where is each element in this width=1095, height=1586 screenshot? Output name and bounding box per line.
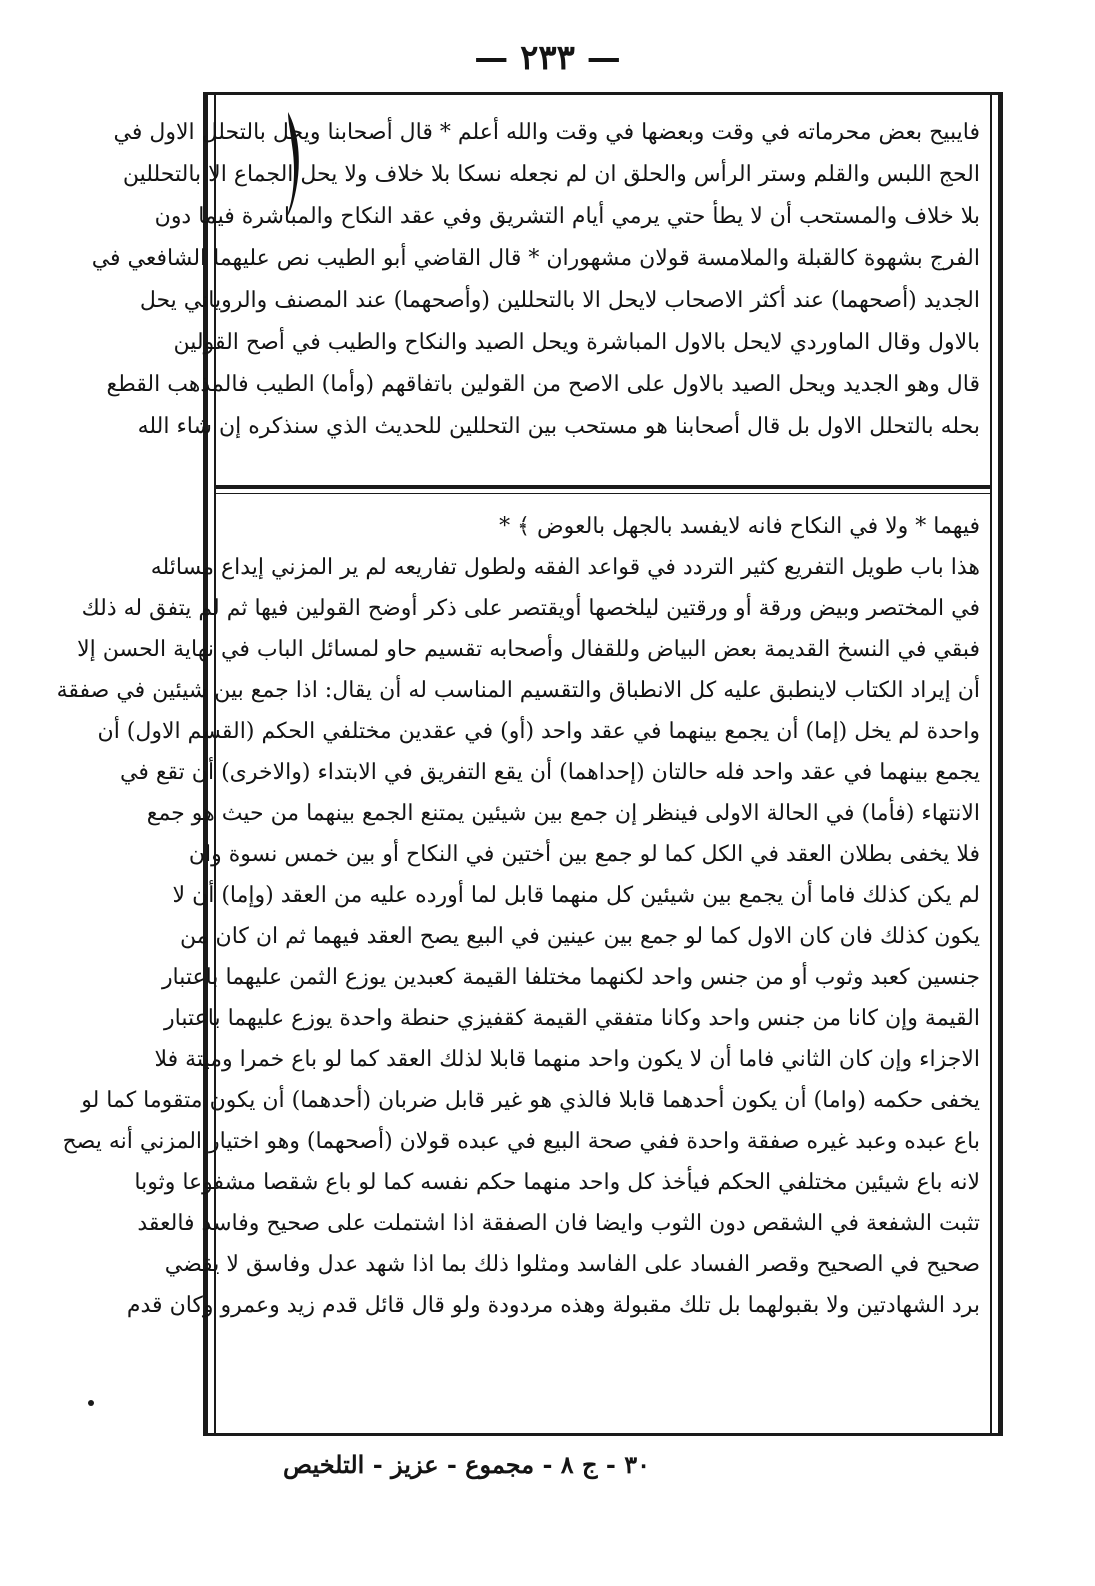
main-text-block: [56, 506, 980, 1367]
body-line: هذا باب طويل التفريع كثير التردد في قواعد الفقه ولطول تفاريعه لم ير المزني إيداع مسائله: [150, 555, 980, 580]
body-line: واحدة لم يخل (إما) أن يجمع بينهما في عقد واحد (أو) في عقدين مختلفي الحكم (القسم الاول) أن: [97, 719, 980, 744]
body-line: أن إيراد الكتاب لاينطبق عليه كل الانطباق والتقسيم المناسب له أن يقال: اذا جمع بين شيئين في صفقة: [56, 678, 980, 703]
body-line: فيهما * ولا في النكاح فانه لايفسد بالجهل بالعوض ﴾ *: [499, 514, 980, 539]
body-line: الاجزاء وإن كان الثاني فاما أن لا يكون واحد منهما قابلا لذلك العقد كما لو باع خمرا وميتة فلا: [154, 1047, 980, 1072]
frame-inner-rule-right: [990, 92, 992, 1436]
body-line: لم يكن كذلك فاما أن يجمع بين شيئين كل منهما قابل لما أورده عليه من العقد (وإما) أن لا: [172, 883, 980, 908]
body-line: [228, 1326, 980, 1367]
body-line: فلا يخفى بطلان العقد في الكل كما لو جمع بين أختين في النكاح أو بين خمس نسوة وان: [188, 842, 980, 867]
body-line: باع عبده وعبد غيره صفقة واحدة ففي صحة البيع في عبده قولان (أصحهما) وهو اختيار المزني أنه يصح: [62, 1129, 980, 1154]
commentary-line: الفرج بشهوة كالقبلة والملامسة قولان مشهوران * قال القاضي أبو الطيب نص عليهما الشافعي في: [91, 246, 980, 271]
section-divider-thin: [214, 493, 992, 494]
body-line: صحيح في الصحيح وقصر الفساد على الفاسد ومثلوا ذلك بما اذا شهد عدل وفاسق لا يقضي: [164, 1252, 980, 1277]
body-line: يخفى حكمه (واما) أن يكون أحدهما قابلا فالذي هو غير قابل ضربان (أحدهما) أن يكون متقوما كما لو: [81, 1088, 980, 1113]
body-line: تثبت الشفعة في الشقص دون الثوب وايضا فان الصفقة اذا اشتملت على صحيح وفاسد فالعقد: [137, 1211, 980, 1236]
section-divider: [214, 485, 992, 489]
commentary-block: [91, 112, 980, 448]
body-line: لانه باع شيئين مختلفي الحكم فيأخذ كل واحد منهما حكم نفسه كما لو باع شقصا مشفوعا وثوبا: [134, 1170, 980, 1195]
commentary-line: بالاول وقال الماوردي لايحل بالاول المباشرة ويحل الصيد والنكاح والطيب في أصح القولين: [173, 330, 980, 355]
footer-signature: ٣٠ - ج ٨ - مجموع - عزيز - التلخيص: [283, 1450, 650, 1479]
commentary-line: بلا خلاف والمستحب أن لا يطأ حتي يرمي أيام التشريق وفي عقد النكاح والمباشرة فيما دون: [154, 204, 980, 229]
commentary-line: قال وهو الجديد ويحل الصيد بالاول على الاصح من القولين باتفاقهم (وأما) الطيب فالمذهب القطع: [106, 372, 980, 397]
body-line: يكون كذلك فان كان الاول كما لو جمع بين عينين في البيع يصح العقد فيهما ثم ان كان من: [180, 924, 980, 949]
body-line: في المختصر وبيض ورقة أو ورقتين ليلخصها أويقتصر على ذكر أوضح القولين فيها ثم لم يتفق له ذلك: [81, 596, 980, 621]
body-line: يجمع بينهما في عقد واحد فله حالتان (إحداهما) أن يقع التفريق في الابتداء (والاخرى) أن تقع في: [120, 760, 980, 785]
page-number: — ٢٣٣ —: [474, 38, 621, 78]
body-line: برد الشهادتين ولا بقبولهما بل تلك مقبولة وهذه مردودة ولو قال قائل قدم زيد وعمرو وكان قدم: [126, 1293, 980, 1318]
body-line: فبقي في النسخ القديمة بعض البياض وللقفال وأصحابه تقسيم حاو لمسائل الباب في نهاية الحسن إلا: [77, 637, 980, 662]
commentary-line: الجديد (أصحهما) عند أكثر الاصحاب لايحل الا بالتحللين (وأصحهما) عند المصنف والروياني يحل: [139, 288, 980, 313]
body-line: الانتهاء (فأما) في الحالة الاولى فينظر إن جمع بين شيئين يمتنع الجمع بينهما من حيث هو جمع: [146, 801, 980, 826]
body-line: جنسين كعبد وثوب أو من جنس واحد لكنهما مختلفا القيمة كعبدين يوزع الثمن عليهما باعتبار: [161, 965, 980, 990]
body-line: القيمة وإن كانا من جنس واحد وكانا متفقي القيمة كقفيزي حنطة واحدة يوزع عليهما باعتبار: [164, 1006, 980, 1031]
commentary-line: الحج اللبس والقلم وستر الرأس والحلق ان لم نجعله نسكا بلا خلاف ولا يحل الجماع الا بالتحللين: [122, 162, 980, 187]
commentary-line: بحله بالتحلل الاول بل قال أصحابنا هو مستحب بين التحللين للحديث الذي سنذكره إن شاء الله: [137, 414, 980, 439]
ink-dot-mark: [88, 1400, 94, 1406]
commentary-line: فايبيح بعض محرماته في وقت وبعضها في وقت والله أعلم * قال أصحابنا ويحل بالتحلل الاول في: [113, 120, 980, 145]
